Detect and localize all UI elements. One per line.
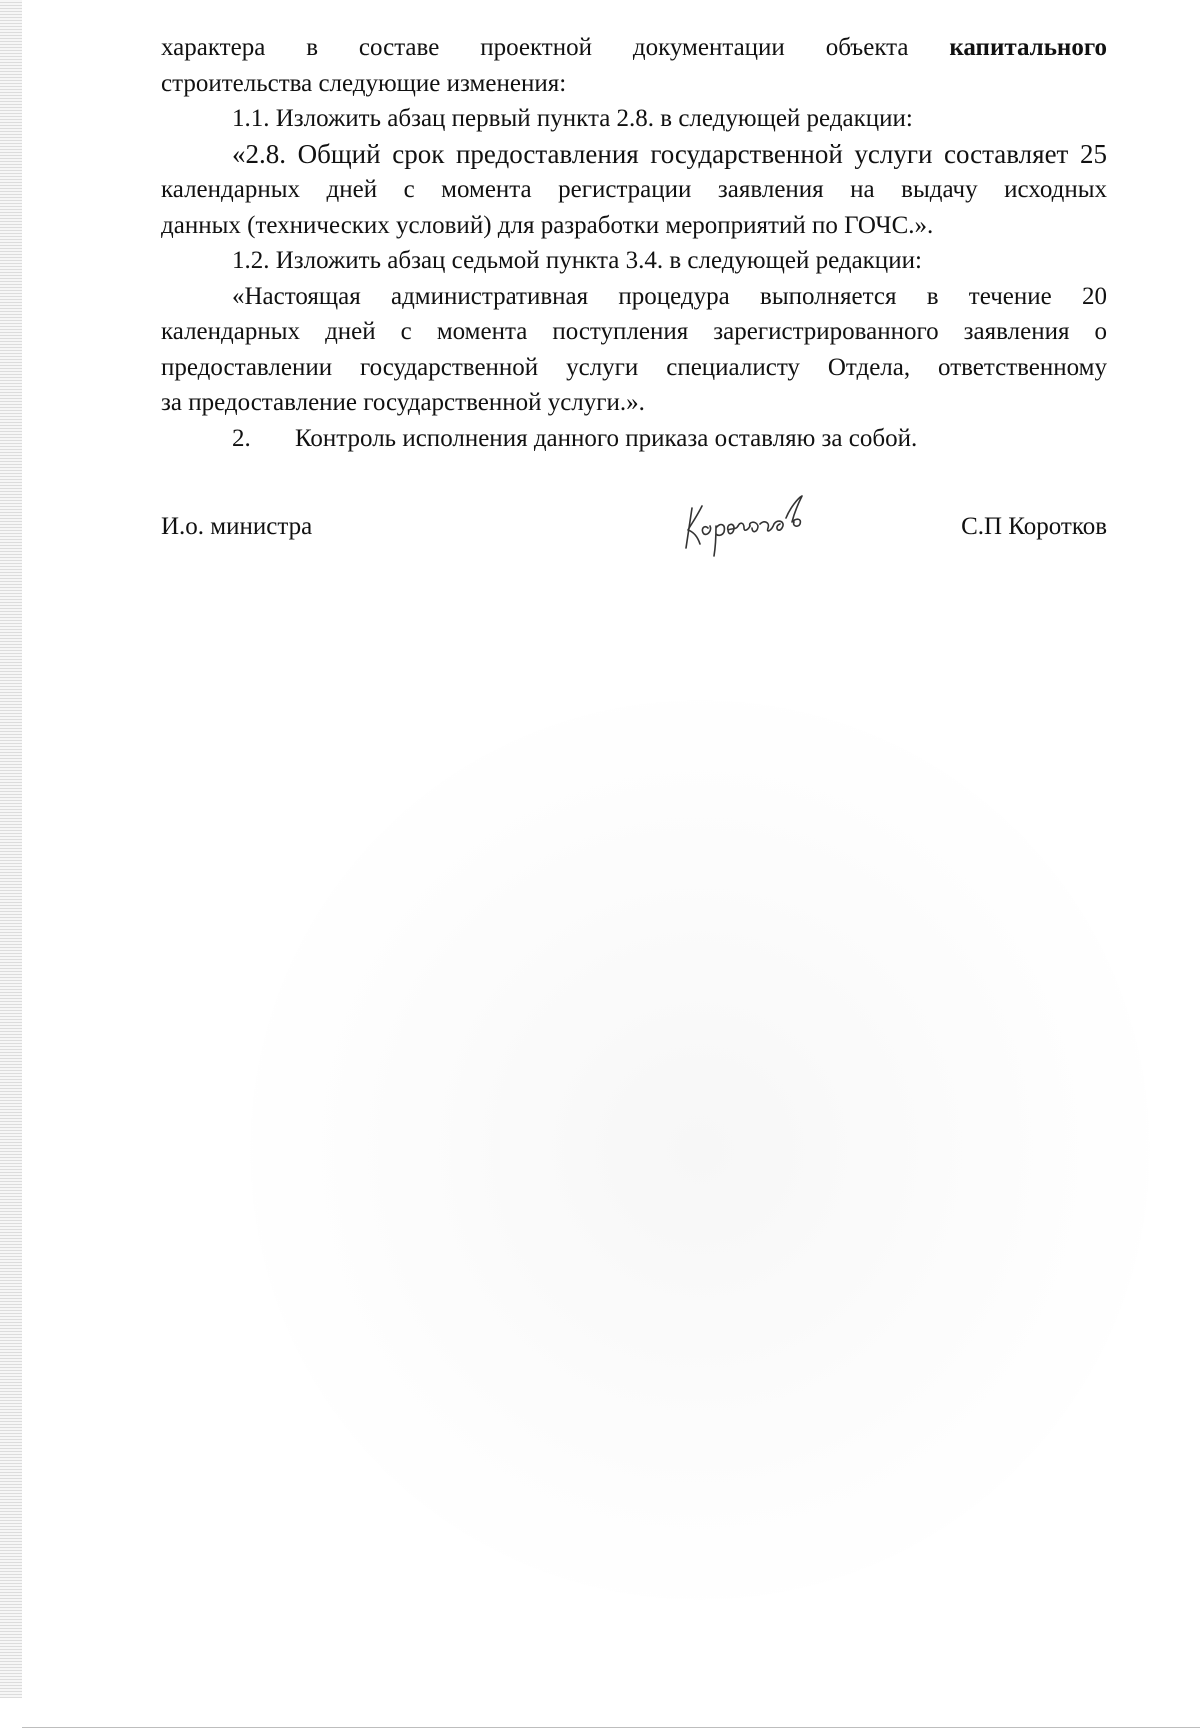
- line-9: календарных дней с момента поступления зарегистрированного заявления о: [161, 318, 1107, 345]
- word: характера: [161, 34, 266, 61]
- line-1: [161, 30, 1107, 66]
- line-12: [161, 421, 1107, 457]
- word: проектной: [480, 34, 592, 61]
- item-number: 2.: [232, 424, 251, 452]
- line-11: за предоставление государственной услуги.».: [161, 389, 645, 416]
- line-10: предоставлении государственной услуги специалисту Отдела, ответственному: [161, 353, 1107, 381]
- word: документации: [632, 34, 785, 61]
- word: составе: [358, 34, 440, 61]
- line-2: строительства следующие изменения:: [161, 69, 567, 97]
- word: объекта: [825, 34, 909, 61]
- signer-position: И.о. министра: [161, 513, 313, 540]
- word: в: [306, 34, 318, 61]
- line-4: «2.8. Общий срок предоставления государственной услуги составляет 25: [232, 138, 1107, 169]
- signature-row: [161, 513, 1107, 553]
- line-8: «Настоящая административная процедура выполняется в течение 20: [232, 282, 1107, 310]
- line-3: 1.1. Изложить абзац первый пункта 2.8. в следующей редакции:: [232, 105, 913, 132]
- signer-name: С.П Коротков: [961, 513, 1107, 540]
- line-7: 1.2. Изложить абзац седьмой пункта 3.4. в следующей редакции:: [232, 247, 922, 274]
- document-body: [161, 30, 1107, 456]
- word: капитального: [949, 34, 1108, 61]
- line-5: календарных дней с момента регистрации заявления на выдачу исходных: [161, 176, 1107, 203]
- scan-edge-left: [0, 0, 22, 1698]
- line-6: данных (технических условий) для разработки мероприятий по ГОЧС.».: [161, 211, 934, 239]
- item-text: Контроль исполнения данного приказа оставляю за собой.: [295, 424, 918, 452]
- scan-noise-area: [250, 700, 1150, 1600]
